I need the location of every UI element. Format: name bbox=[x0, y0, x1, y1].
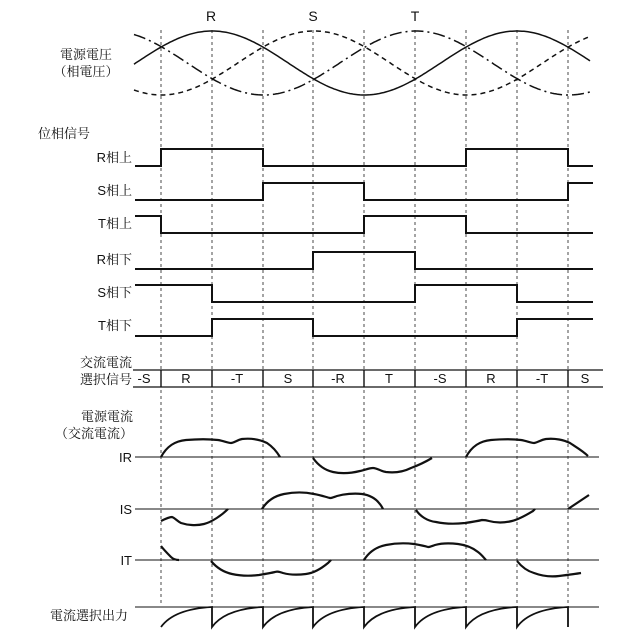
current-wave-IS bbox=[262, 493, 383, 510]
label-signal-t-lower: T相下 bbox=[98, 318, 132, 333]
current-wave-IR bbox=[161, 439, 280, 457]
label-signal-s-upper: S相上 bbox=[97, 183, 132, 198]
label-signal-r-upper: R相上 bbox=[96, 150, 132, 165]
label-ac-current-selection-line2: 選択信号 bbox=[79, 372, 132, 387]
sine-wave-R bbox=[134, 31, 590, 95]
label-source-current-line1: 電源電流 bbox=[80, 409, 133, 424]
current-wave-IS bbox=[568, 495, 589, 509]
label-signal-t-upper: T相上 bbox=[98, 216, 132, 231]
selection-cell-label: T bbox=[385, 371, 393, 386]
label-trace-ir: IR bbox=[119, 450, 132, 465]
sine-wave-S bbox=[134, 31, 590, 95]
selection-cell-label: -T bbox=[230, 371, 244, 386]
sine-wave-T bbox=[134, 31, 590, 95]
label-source-voltage-line2: （相電圧） bbox=[53, 64, 119, 79]
label-source-voltage-line1: 電源電圧 bbox=[59, 47, 112, 62]
label-source-voltage bbox=[36, 46, 136, 80]
output-sawtooth-wave bbox=[161, 607, 568, 627]
selection-cell-label: R bbox=[486, 371, 496, 386]
selection-cell-label: -T bbox=[535, 371, 549, 386]
phase-signal-wave-5 bbox=[135, 319, 593, 336]
current-wave-IT bbox=[161, 546, 179, 560]
selection-cell-label: S bbox=[283, 371, 293, 386]
selection-cell-label: -R bbox=[331, 371, 345, 386]
phase-signal-wave-4 bbox=[135, 285, 593, 302]
label-sine-T: T bbox=[410, 8, 420, 24]
selection-cell-label: -S bbox=[137, 371, 151, 386]
label-source-current-line2: （交流電流） bbox=[54, 426, 133, 441]
label-trace-it: IT bbox=[120, 553, 132, 568]
selection-cell-label: -S bbox=[433, 371, 447, 386]
label-signal-s-lower: S相下 bbox=[97, 285, 132, 300]
label-phase-signal-section: 位相信号 bbox=[38, 126, 91, 141]
current-wave-IS bbox=[161, 509, 228, 525]
label-sine-R: R bbox=[205, 8, 217, 24]
current-wave-IT bbox=[364, 543, 486, 560]
phase-signal-wave-1 bbox=[135, 183, 593, 200]
selection-cell-label: R bbox=[181, 371, 191, 386]
label-source-current bbox=[55, 408, 133, 442]
current-wave-IT bbox=[517, 561, 581, 576]
phase-signal-wave-2 bbox=[135, 216, 593, 233]
label-ac-current-selection-line1: 交流電流 bbox=[79, 355, 132, 370]
selection-cell-label: S bbox=[580, 371, 590, 386]
label-trace-is: IS bbox=[119, 502, 132, 517]
current-wave-IT bbox=[211, 560, 331, 576]
current-wave-IR bbox=[466, 439, 588, 457]
label-ac-current-selection bbox=[80, 354, 132, 388]
label-signal-r-lower: R相下 bbox=[96, 252, 132, 267]
current-wave-IR bbox=[313, 458, 432, 473]
label-sine-S: S bbox=[308, 8, 318, 24]
label-current-selection-output: 電流選択出力 bbox=[49, 608, 128, 623]
